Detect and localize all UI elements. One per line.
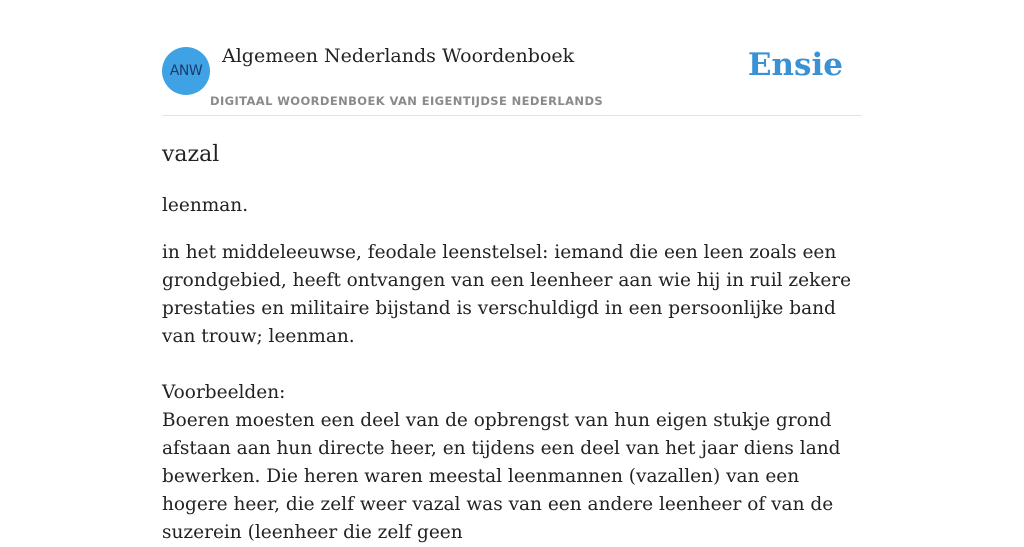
long-definition: in het middeleeuwse, feodale leenstelsel: iemand die een leen zoals een grondgebied, heeft ontvangen van een leenheer aan wie hij in ruil zekere prestaties en militaire bijstand is verschuldigd in een persoonlijke band van trouw; leenman. bbox=[162, 242, 852, 347]
site-header bbox=[162, 0, 862, 116]
examples-text: Boeren moesten een deel van de opbrengst van hun eigen stukje grond afstaan aan hun directe heer, en tijdens een deel van het jaar diens land bewerken. Die heren waren meestal leenmannen (vazallen) van een hogere heer, die zelf weer vazal was van een andere leenheer of van de suzerein (leenheer die zelf geen bbox=[162, 410, 841, 543]
anw-logo[interactable] bbox=[162, 47, 210, 95]
short-definition: leenman. bbox=[162, 195, 249, 216]
anw-logo-text: ANW bbox=[169, 63, 203, 79]
ensie-brand-link[interactable]: Ensie bbox=[747, 47, 843, 83]
examples-label: Voorbeelden: bbox=[162, 382, 286, 403]
main-container bbox=[162, 0, 862, 543]
site-title[interactable]: Algemeen Nederlands Woordenboek bbox=[222, 45, 575, 67]
site-subtitle: DIGITAAL WOORDENBOEK VAN EIGENTIJDSE NEDERLANDS bbox=[210, 94, 604, 108]
entry-headword: vazal bbox=[162, 142, 220, 167]
